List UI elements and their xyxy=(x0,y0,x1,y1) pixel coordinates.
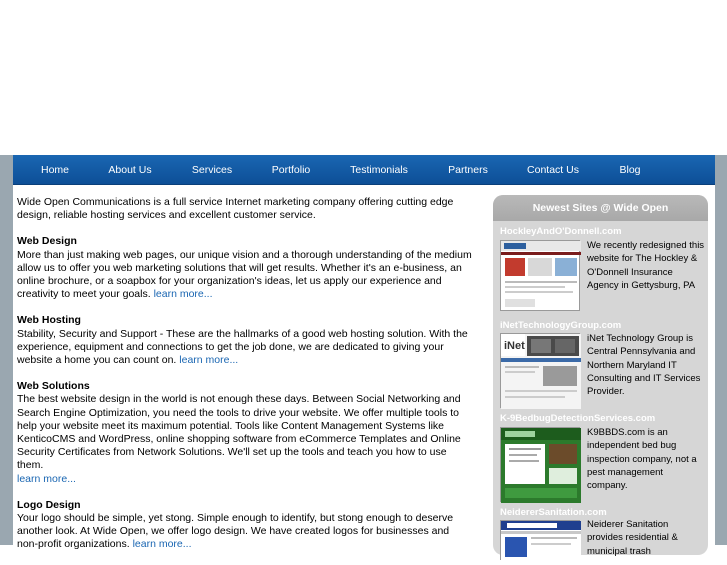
site-thumbnail-neiderer[interactable] xyxy=(500,520,580,560)
section-heading: Web Solutions xyxy=(17,380,90,393)
nav-contact-us[interactable]: Contact Us xyxy=(527,164,579,176)
site-thumbnail-k9bbds[interactable] xyxy=(500,427,580,502)
section-body: More than just making web pages, our unique vision and a thorough understanding of the medium allow us to offer you web marketing solutions that will get results. Whether it's an e-business, an online brochure, or a soapbox for your organization's ideas, let us apply our experience and creativity to meet your goals. xyxy=(17,248,472,301)
learn-more-link[interactable]: learn more... xyxy=(132,538,192,551)
nav-partners[interactable]: Partners xyxy=(448,164,488,176)
site-link-inet[interactable]: iNetTechnologyGroup.com xyxy=(500,320,622,331)
nav-testimonials[interactable]: Testimonials xyxy=(350,164,408,176)
nav-blog[interactable]: Blog xyxy=(619,164,641,176)
svg-text:iNet: iNet xyxy=(504,340,525,352)
main-content xyxy=(17,196,472,565)
frame-right-border xyxy=(715,155,727,545)
section-heading: Web Hosting xyxy=(17,314,81,327)
site-link-k9bbds[interactable]: K-9BedbugDetectionServices.com xyxy=(500,413,656,424)
site-description: Neiderer Sanitation provides residential & municipal trash xyxy=(587,519,678,557)
frame-left-border xyxy=(0,155,13,545)
site-thumbnail-inet[interactable] xyxy=(500,333,580,408)
main-nav xyxy=(13,155,715,185)
site-link-hockley[interactable]: HockleyAndO'Donnell.com xyxy=(500,226,622,237)
site-description: We recently redesigned this website for The Hockley & O'Donnell Insurance Agency in Gettysburg, PA xyxy=(587,240,705,291)
section-body: The best website design in the world is not enough these days. Between Social Networking and Search Engine Optimization, you need the tools to drive your website. We offer multiple tools to help your website meet its maximum potential. Tools like Content Management Systems like KenticoCMS and WordPress, online shopping software from eCommerce Templates and Online Security Certificates from Network Solutions. We'll set up the tools and teach you how to use them. xyxy=(17,393,461,472)
learn-more-link[interactable]: learn more... xyxy=(17,472,76,485)
section-body: Your logo should be simple, yet stong. Simple enough to identify, but stong enough to deserve another look. At Wide Open, we offer logo design. We have created logos for businesses and non-profit organizations. xyxy=(17,512,454,551)
site-link-neiderer[interactable]: NeidererSanitation.com xyxy=(500,507,607,518)
section-heading: Web Design xyxy=(17,235,77,248)
site-description: iNet Technology Group is Central Pennsylvania and Northern Maryland IT Consulting and IT Services Provider. xyxy=(587,333,701,398)
nav-services[interactable]: Services xyxy=(191,164,233,176)
section-heading: Logo Design xyxy=(17,498,81,511)
section-logo-design xyxy=(17,499,472,552)
site-description: K9BBDS.com is an independent bed bug inspection company, not a pest management company. xyxy=(587,427,697,492)
learn-more-link[interactable]: learn more... xyxy=(153,288,213,301)
section-web-solutions xyxy=(17,380,472,486)
section-web-design xyxy=(17,235,472,301)
nav-home[interactable]: Home xyxy=(40,164,69,176)
section-body: Stability, Security and Support - These are the hallmarks of a good web hosting solution. With the experience, equipment and connections to get the job done, we are dedicated to giving your website a home you can count on. xyxy=(17,327,468,367)
site-thumbnail-hockley[interactable] xyxy=(500,240,580,311)
sidebar-title: Newest Sites @ Wide Open xyxy=(493,195,708,221)
section-web-hosting xyxy=(17,314,472,367)
nav-portfolio[interactable]: Portfolio xyxy=(271,164,311,176)
learn-more-link[interactable]: learn more... xyxy=(179,354,239,367)
intro-text: Wide Open Communications is a full service Internet marketing company offering cutting edge design, reliable hosting services and excellent customer service. xyxy=(17,196,454,222)
newest-sites-panel xyxy=(493,195,708,555)
nav-about-us[interactable]: About Us xyxy=(108,164,152,176)
